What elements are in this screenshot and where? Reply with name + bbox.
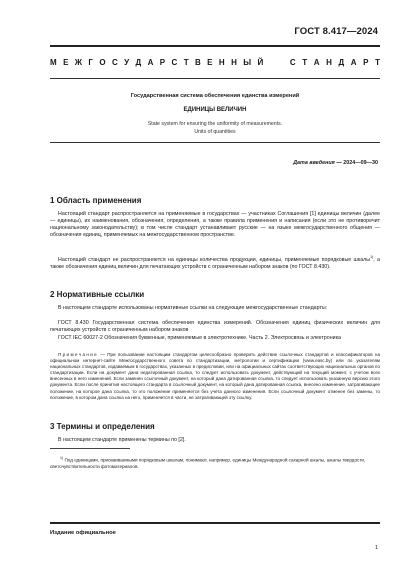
banner-letter: У [124, 58, 130, 67]
footnote-ref: 1) [370, 255, 374, 259]
banner-letter: А [147, 58, 154, 67]
section-2-paragraph-1: В настоящем стандарте использованы нормативные ссылки на следующие межгосударственные стандарты: [58, 305, 328, 311]
footnote-rule [50, 448, 130, 449]
banner-letter: Д [338, 58, 345, 67]
footnote-marker: 1) [60, 456, 64, 460]
section-1-paragraph-2-end: , а также обозначения единиц величин для печатающих устройств с ограниченным набором знаков (по ГОСТ 8.430). [50, 256, 380, 270]
banner-letter: Н [218, 58, 225, 67]
banner-letter: Н [326, 58, 332, 67]
banner-word-standard [290, 58, 380, 67]
banner-letter: Р [363, 58, 369, 67]
section-2-heading: 2 Нормативные ссылки [50, 290, 145, 299]
intro-date [293, 160, 378, 166]
section-1-heading: 1 Область применения [50, 196, 142, 205]
standard-title: ЕДИНИЦЫ ВЕЛИЧИН [183, 107, 247, 113]
page-number: 1 [375, 545, 378, 551]
banner-letter: С [111, 58, 118, 67]
banner-letter: О [99, 58, 106, 67]
footer-rule [50, 522, 380, 524]
note-text: — При пользовании настоящим стандартом целесообразно проверить действие ссылочных стандартов и классификаторов на официальном интернет-сайте Межгосударственного совета по стандартизации, метрологии и сертификации (www.easc.by) или по указателям национальных стандартов, издаваемым в государствах, указанных в предисловии, или на официальных сайтах соответствующих национальных органов по стандартизации. Если на документ дана недатированная ссылка, то следует использовать документ, действующий на текущий момент, с учетом всех внесенных в него изменений. Если заменен ссылочный документ, на который дана датированная ссылка, то следует использовать указанную версию этого документа. Если после принятия настоящего стандарта в ссылочный документ, на который дана датированная ссылка, внесено изменение, затрагивающее положение, на которое дана ссылка, то это положение применяется без учета данного изменения. Если ссылочный документ отменен без замены, то положение, в котором дана ссылка на него, применяется в части, не затрагивающей эту ссылку. [50, 352, 380, 400]
banner-letter: Т [375, 58, 380, 67]
section-2-reference-1: ГОСТ 8.430 Государственная система обеспечения единства измерений. Обозначения единиц физических величин для печатающих устройств с ограниченным набором знаков [50, 320, 380, 334]
english-subtitle: Units of quantities [194, 129, 236, 135]
banner-letter: Т [302, 58, 308, 67]
banner-letter: Е [207, 58, 213, 67]
official-edition-label: Издание официальное [50, 530, 116, 536]
section-3-paragraph-1: В настоящем стандарте применены термины по [2]. [58, 437, 186, 443]
title-rule [50, 142, 380, 143]
header-rule-top [50, 45, 380, 47]
system-title: Государственная система обеспечения единства измерений [130, 93, 300, 99]
interstate-standard-banner [50, 58, 380, 67]
english-title: State system for ensuring the uniformity of measurements. [147, 121, 283, 127]
banner-letter: В [194, 58, 201, 67]
section-2-reference-2: ГОСТ IEC 60027-2 Обозначения буквенные, применяемые в электротехнике. Часть 2. Электросвязь и электроника [58, 335, 341, 341]
banner-letter: Д [135, 58, 142, 67]
banner-letter: С [289, 58, 296, 67]
banner-letter: Г [88, 58, 93, 67]
note-label: Примечание [58, 352, 99, 357]
intro-date-value: 2024—09—30 [343, 160, 378, 166]
section-1-paragraph-1: Настоящий стандарт распространяется на применяемые в государствах — участниках Соглашения [1] единицы величин (далее — единицы), их наименования, обозначения, определения, а также правила применения и написания (если это не противоречит национальному законодательству); в том числе стандарт устанавливает русские — на языке межгосударственного общения — обозначения единиц, применяемых на межгосударственном пространстве. [50, 211, 380, 239]
section-1-paragraph-2 [50, 254, 380, 271]
section-2-note [50, 352, 380, 401]
footnote-text: Под единицами, присваиваемыми порядковым шкалам, понимают, например, единицы Международной сахарной шкалы, шкалы твердости, светочувствительности фотоматериалов. [50, 457, 366, 469]
banner-letter: Й [257, 58, 264, 67]
intro-date-label: Дата введения — [293, 160, 342, 166]
banner-letter: Р [159, 58, 166, 67]
banner-letter: М [50, 58, 57, 67]
banner-letter: Н [231, 58, 237, 67]
section-1-paragraph-2-start: Настоящий стандарт не распространяется на единицы количества продукции, единицы, применяемые порядковые шкалы [58, 256, 371, 263]
banner-letter: А [350, 58, 357, 67]
header-rule-bottom [50, 78, 380, 79]
banner-letter: Ы [243, 58, 252, 67]
banner-letter: Т [183, 58, 189, 67]
banner-letter: Е [63, 58, 69, 67]
section-3-heading: 3 Термины и определения [50, 422, 155, 431]
footnote [50, 455, 380, 470]
document-code: ГОСТ 8.417—2024 [294, 26, 378, 37]
banner-word-interstate [50, 58, 263, 67]
banner-letter: С [171, 58, 178, 67]
banner-letter: А [313, 58, 320, 67]
banner-letter: Ж [74, 58, 83, 67]
